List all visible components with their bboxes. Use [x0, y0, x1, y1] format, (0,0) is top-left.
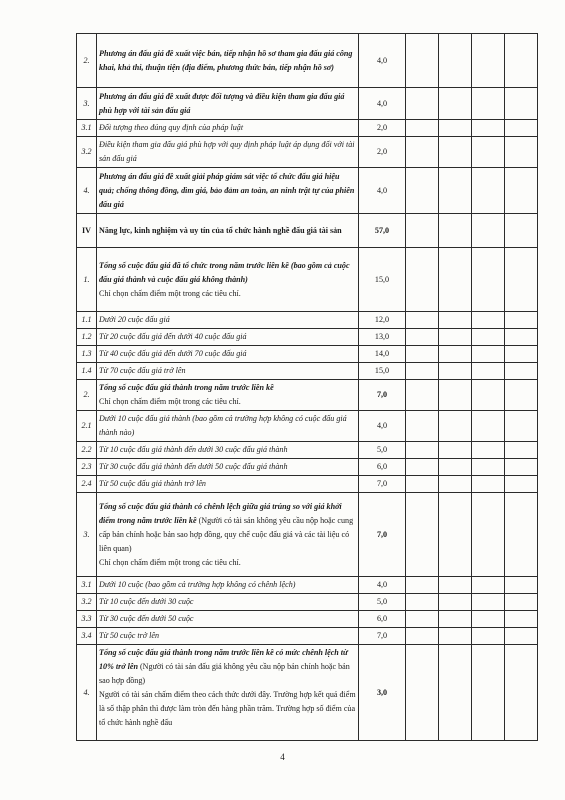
- table-row: [77, 214, 538, 248]
- criterion-text: Phương án đấu giá đề xuất việc bán, tiếp nhận hồ sơ tham gia đấu giá công khai, khả thi, thuận tiện (địa điểm, phương thức bán, tiếp nhận hồ sơ): [97, 34, 359, 88]
- table-row: [77, 88, 538, 120]
- row-number: 1.4: [77, 363, 97, 380]
- row-number: 2.3: [77, 459, 97, 476]
- criterion-text: Từ 20 cuộc đấu giá đến dưới 40 cuộc đấu giá: [97, 329, 359, 346]
- score-cell: [439, 248, 472, 312]
- max-score: 15,0: [359, 363, 406, 380]
- criterion-text: [97, 645, 359, 741]
- score-cell: [439, 120, 472, 137]
- max-score: 14,0: [359, 346, 406, 363]
- scoring-criteria-table: [76, 33, 538, 741]
- score-cell: [439, 594, 472, 611]
- criterion-heading: Tổng số cuộc đấu giá thành trong năm trước liền kề: [99, 383, 274, 392]
- score-cell: [472, 380, 505, 411]
- score-cell: [439, 611, 472, 628]
- score-cell: [505, 248, 538, 312]
- score-cell: [472, 442, 505, 459]
- score-cell: [472, 137, 505, 168]
- score-cell: [406, 214, 439, 248]
- table-row: [77, 411, 538, 442]
- table-row: [77, 248, 538, 312]
- score-cell: [439, 380, 472, 411]
- score-cell: [439, 363, 472, 380]
- score-cell: [505, 459, 538, 476]
- row-number: 2.: [77, 380, 97, 411]
- score-cell: [406, 363, 439, 380]
- row-number: 3.2: [77, 137, 97, 168]
- table-row: [77, 137, 538, 168]
- score-cell: [439, 214, 472, 248]
- table-row: [77, 346, 538, 363]
- score-cell: [472, 493, 505, 577]
- score-cell: [505, 168, 538, 214]
- criterion-text: Dưới 10 cuộc (bao gồm cả trường hợp không có chênh lệch): [97, 577, 359, 594]
- score-cell: [472, 88, 505, 120]
- criterion-text: Điều kiện tham gia đấu giá phù hợp với quy định pháp luật áp dụng đối với tài sản đấu giá: [97, 137, 359, 168]
- score-cell: [472, 312, 505, 329]
- criterion-text: Từ 30 cuộc đấu giá thành đến dưới 50 cuộc đấu giá thành: [97, 459, 359, 476]
- table-row: [77, 493, 538, 577]
- criterion-heading: Tổng số cuộc đấu giá thành có chênh lệch giữa giá trúng so với giá khởi điểm trong năm trước liền kề: [99, 501, 342, 525]
- row-number: 1.: [77, 248, 97, 312]
- score-cell: [472, 594, 505, 611]
- score-cell: [505, 363, 538, 380]
- score-cell: [439, 168, 472, 214]
- max-score: 7,0: [359, 380, 406, 411]
- table-row: [77, 312, 538, 329]
- row-number: 3.: [77, 493, 97, 577]
- score-cell: [472, 248, 505, 312]
- criterion-text: Phương án đấu giá đề xuất giải pháp giám sát việc tổ chức đấu giá hiệu quả; chống thông đồng, dìm giá, bảo đảm an toàn, an ninh trật tự của phiên đấu giá: [97, 168, 359, 214]
- score-cell: [472, 34, 505, 88]
- score-cell: [406, 645, 439, 741]
- score-cell: [406, 628, 439, 645]
- score-cell: [406, 611, 439, 628]
- criterion-heading: Tổng số cuộc đấu giá thành trong năm trước liền kề có mức chênh lệch từ 10% trở lên: [99, 648, 348, 671]
- row-number: 3.4: [77, 628, 97, 645]
- table-row: [77, 168, 538, 214]
- score-cell: [472, 476, 505, 493]
- criterion-text: Từ 10 cuộc đấu giá thành đến dưới 30 cuộc đấu giá thành: [97, 442, 359, 459]
- score-cell: [505, 442, 538, 459]
- score-cell: [472, 363, 505, 380]
- table-row: [77, 120, 538, 137]
- criterion-detail: (Người có tài sản đấu giá không yêu cầu nộp bản chính hoặc bản sao hợp đồng): [99, 662, 350, 685]
- table-row: [77, 34, 538, 88]
- criterion-text: Từ 10 cuộc đến dưới 30 cuộc: [97, 594, 359, 611]
- max-score: 13,0: [359, 329, 406, 346]
- max-score: 2,0: [359, 120, 406, 137]
- score-cell: [505, 493, 538, 577]
- criterion-text: Từ 50 cuộc đấu giá thành trở lên: [97, 476, 359, 493]
- page-number: 4: [280, 752, 285, 762]
- score-cell: [439, 346, 472, 363]
- max-score: 7,0: [359, 493, 406, 577]
- score-cell: [472, 411, 505, 442]
- max-score: 6,0: [359, 611, 406, 628]
- score-cell: [406, 137, 439, 168]
- max-score: 6,0: [359, 459, 406, 476]
- criterion-note: Chỉ chọn chấm điểm một trong các tiêu chí.: [99, 557, 241, 567]
- max-score: 4,0: [359, 168, 406, 214]
- score-cell: [472, 346, 505, 363]
- score-cell: [505, 611, 538, 628]
- criterion-text: Từ 50 cuộc trở lên: [97, 628, 359, 645]
- row-number: 2.1: [77, 411, 97, 442]
- score-cell: [406, 248, 439, 312]
- criterion-text: Từ 30 cuộc đến dưới 50 cuộc: [97, 611, 359, 628]
- max-score: 2,0: [359, 137, 406, 168]
- criterion-text: Phương án đấu giá đề xuất được đối tượng và điều kiện tham gia đấu giá phù hợp với tài sản đấu giá: [97, 88, 359, 120]
- table-row: [77, 611, 538, 628]
- max-score: 15,0: [359, 248, 406, 312]
- score-cell: [505, 411, 538, 442]
- score-cell: [505, 312, 538, 329]
- score-cell: [505, 645, 538, 741]
- score-cell: [505, 476, 538, 493]
- max-score: 12,0: [359, 312, 406, 329]
- criterion-text: [97, 493, 359, 577]
- max-score: 4,0: [359, 411, 406, 442]
- criterion-text: Từ 70 cuộc đấu giá trở lên: [97, 363, 359, 380]
- table-row: [77, 329, 538, 346]
- criterion-text: Dưới 20 cuộc đấu giá: [97, 312, 359, 329]
- score-cell: [472, 645, 505, 741]
- score-cell: [439, 577, 472, 594]
- score-cell: [439, 312, 472, 329]
- criterion-note: Chỉ chọn chấm điểm một trong các tiêu chí.: [99, 288, 241, 298]
- criterion-text: Từ 40 cuộc đấu giá đến dưới 70 cuộc đấu giá: [97, 346, 359, 363]
- max-score: 4,0: [359, 34, 406, 88]
- max-score: 4,0: [359, 88, 406, 120]
- criterion-text: Năng lực, kinh nghiệm và uy tín của tổ chức hành nghề đấu giá tài sản: [97, 214, 359, 248]
- score-cell: [505, 594, 538, 611]
- row-number: 3.2: [77, 594, 97, 611]
- score-cell: [406, 312, 439, 329]
- score-cell: [406, 577, 439, 594]
- max-score: 57,0: [359, 214, 406, 248]
- score-cell: [406, 120, 439, 137]
- score-cell: [439, 411, 472, 442]
- table-row: [77, 380, 538, 411]
- score-cell: [472, 459, 505, 476]
- score-cell: [406, 411, 439, 442]
- row-number: 3.1: [77, 577, 97, 594]
- max-score: 4,0: [359, 577, 406, 594]
- score-cell: [406, 329, 439, 346]
- table-row: [77, 628, 538, 645]
- criterion-heading: Tổng số cuộc đấu giá đã tổ chức trong năm trước liền kề (bao gồm cả cuộc đấu giá thành và cuộc đấu giá không thành): [99, 260, 350, 284]
- score-cell: [439, 34, 472, 88]
- table-row: [77, 442, 538, 459]
- score-cell: [472, 577, 505, 594]
- table-row: [77, 594, 538, 611]
- score-cell: [439, 493, 472, 577]
- score-cell: [406, 346, 439, 363]
- table-row: [77, 476, 538, 493]
- score-cell: [472, 120, 505, 137]
- table-row: [77, 459, 538, 476]
- score-cell: [406, 380, 439, 411]
- score-cell: [505, 214, 538, 248]
- score-cell: [439, 329, 472, 346]
- score-cell: [505, 137, 538, 168]
- row-number: 2.2: [77, 442, 97, 459]
- table-row: [77, 577, 538, 594]
- table-row: [77, 363, 538, 380]
- score-cell: [439, 476, 472, 493]
- criterion-text: [97, 248, 359, 312]
- criterion-note: Người có tài sản chấm điểm theo cách thức dưới đây. Trường hợp kết quả điểm là số thập phân thì được làm tròn đến hàng phần trăm. Trường hợp số điểm của tổ chức hành nghề đấu: [99, 690, 356, 727]
- score-cell: [505, 34, 538, 88]
- criterion-text: [97, 380, 359, 411]
- row-number: 2.: [77, 34, 97, 88]
- score-cell: [505, 329, 538, 346]
- score-cell: [505, 120, 538, 137]
- row-number: 3.3: [77, 611, 97, 628]
- row-number: 1.2: [77, 329, 97, 346]
- score-cell: [406, 476, 439, 493]
- criterion-text: Dưới 10 cuộc đấu giá thành (bao gồm cả trường hợp không có cuộc đấu giá thành nào): [97, 411, 359, 442]
- score-cell: [505, 380, 538, 411]
- score-cell: [439, 442, 472, 459]
- score-cell: [472, 168, 505, 214]
- score-cell: [505, 88, 538, 120]
- row-number: IV: [77, 214, 97, 248]
- score-cell: [406, 88, 439, 120]
- max-score: 3,0: [359, 645, 406, 741]
- criterion-detail: (Người có tài sản không yêu cầu nộp hoặc cung cấp bản chính hoặc bản sao hợp đồng, quy chế cuộc đấu giá và các tài liệu có liên quan): [99, 515, 354, 553]
- score-cell: [406, 34, 439, 88]
- score-cell: [439, 645, 472, 741]
- score-cell: [406, 594, 439, 611]
- score-cell: [472, 329, 505, 346]
- score-cell: [505, 346, 538, 363]
- score-cell: [505, 577, 538, 594]
- score-cell: [439, 459, 472, 476]
- score-cell: [439, 137, 472, 168]
- score-cell: [472, 611, 505, 628]
- score-cell: [505, 628, 538, 645]
- score-cell: [406, 459, 439, 476]
- max-score: 5,0: [359, 594, 406, 611]
- row-number: 1.1: [77, 312, 97, 329]
- criterion-text: Đối tượng theo đúng quy định của pháp luật: [97, 120, 359, 137]
- row-number: 2.4: [77, 476, 97, 493]
- score-cell: [439, 88, 472, 120]
- score-cell: [406, 493, 439, 577]
- row-number: 1.3: [77, 346, 97, 363]
- max-score: 7,0: [359, 476, 406, 493]
- max-score: 7,0: [359, 628, 406, 645]
- row-number: 4.: [77, 168, 97, 214]
- score-cell: [472, 214, 505, 248]
- score-cell: [472, 628, 505, 645]
- criterion-note: Chỉ chọn chấm điểm một trong các tiêu chí.: [99, 397, 241, 406]
- score-cell: [406, 168, 439, 214]
- max-score: 5,0: [359, 442, 406, 459]
- row-number: 3.1: [77, 120, 97, 137]
- row-number: 3.: [77, 88, 97, 120]
- score-cell: [439, 628, 472, 645]
- score-cell: [406, 442, 439, 459]
- table-row: [77, 645, 538, 741]
- row-number: 4.: [77, 645, 97, 741]
